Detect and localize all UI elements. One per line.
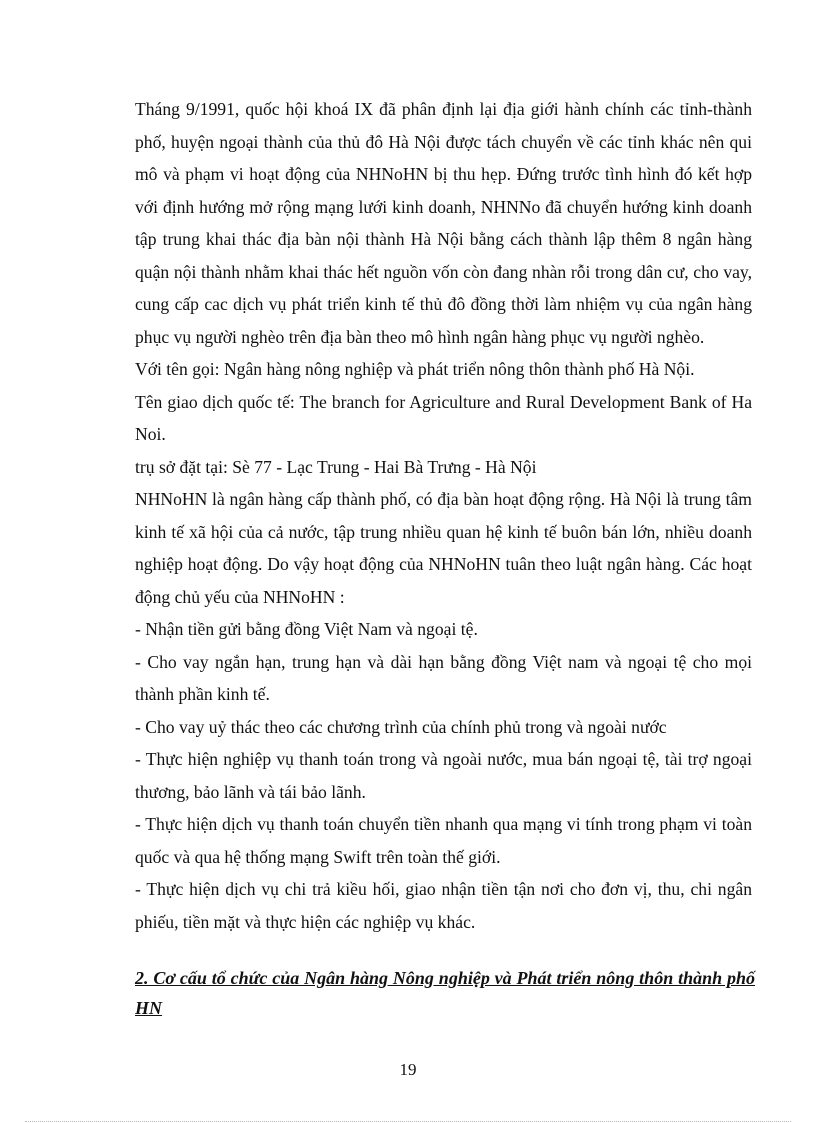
paragraph-international-name: Tên giao dịch quốc tế: The branch for Agriculture and Rural Development Bank of Ha Noi. bbox=[135, 391, 752, 444]
list-item-loans: - Cho vay ngắn hạn, trung hạn và dài hạn bằng đồng Việt nam và ngoại tệ cho mọi thành phần kinh tế. bbox=[135, 651, 752, 704]
paragraph-headquarters: trụ sở đặt tại: Sè 77 - Lạc Trung - Hai Bà Trưng - Hà Nội bbox=[135, 456, 537, 477]
paragraph-history: Tháng 9/1991, quốc hội khoá IX đã phân định lại địa giới hành chính các tỉnh-thành phố, huyện ngoại thành của thủ đô Hà Nội được tách chuyển về các tỉnh khác nên qui mô và phạm vi hoạt động của NHNoHN bị thu hẹp. Đứng trước tình hình đó kết hợp với định hướng mở rộng mạng lưới kinh doanh, NHNNo đã chuyển hướng kinh doanh tập trung khai thác địa bàn nội thành Hà Nội bằng cách thành lập thêm 8 ngân hàng quận nội thành nhằm khai thác hết nguồn vốn còn đang nhàn rỗi trong dân cư, cho vay, cung cấp cac dịch vụ phát triển kinh tế thủ đô đồng thời làm nhiệm vụ của ngân hàng phục vụ người nghèo trên địa bàn theo mô hình ngân hàng phục vụ người nghèo. bbox=[135, 99, 752, 347]
page-bottom-rule bbox=[25, 1121, 791, 1122]
page-number: 19 bbox=[399, 1060, 417, 1079]
body-text bbox=[135, 93, 752, 938]
paragraph-bank-name: Với tên gọi: Ngân hàng nông nghiệp và phát triển nông thôn thành phố Hà Nội. bbox=[135, 359, 695, 379]
section-heading: 2. Cơ cấu tổ chức của Ngân hàng Nông nghiệp và Phát triển nông thôn thành phố HN bbox=[135, 968, 755, 1018]
paragraph-overview: NHNoHN là ngân hàng cấp thành phố, có địa bàn hoạt động rộng. Hà Nội là trung tâm kinh tế xã hội của cả nước, tập trung nhiều quan hệ kinh tế buôn bán lớn, nhiều doanh nghiệp hoạt động. Do vậy hoạt động của NHNoHN tuân theo luật ngân hàng. Các hoạt động chủ yếu của NHNoHN : bbox=[135, 489, 752, 607]
list-item-entrusted-loans: - Cho vay uỷ thác theo các chương trình của chính phủ trong và ngoài nước bbox=[135, 716, 667, 737]
list-item-remittance: - Thực hiện dịch vụ chi trả kiều hối, giao nhận tiền tận nơi cho đơn vị, thu, chi ngân phiếu, tiền mặt và thực hiện các nghiệp vụ khác. bbox=[135, 879, 752, 932]
list-item-payments: - Thực hiện nghiệp vụ thanh toán trong và ngoài nước, mua bán ngoại tệ, tài trợ ngoại thương, bảo lãnh và tái bảo lãnh. bbox=[135, 749, 752, 802]
list-item-deposits: - Nhận tiền gửi bằng đồng Việt Nam và ngoại tệ. bbox=[135, 619, 478, 639]
list-item-transfers: - Thực hiện dịch vụ thanh toán chuyển tiền nhanh qua mạng vi tính trong phạm vi toàn quốc và qua hệ thống mạng Swift trên toàn thế giới. bbox=[135, 814, 752, 867]
